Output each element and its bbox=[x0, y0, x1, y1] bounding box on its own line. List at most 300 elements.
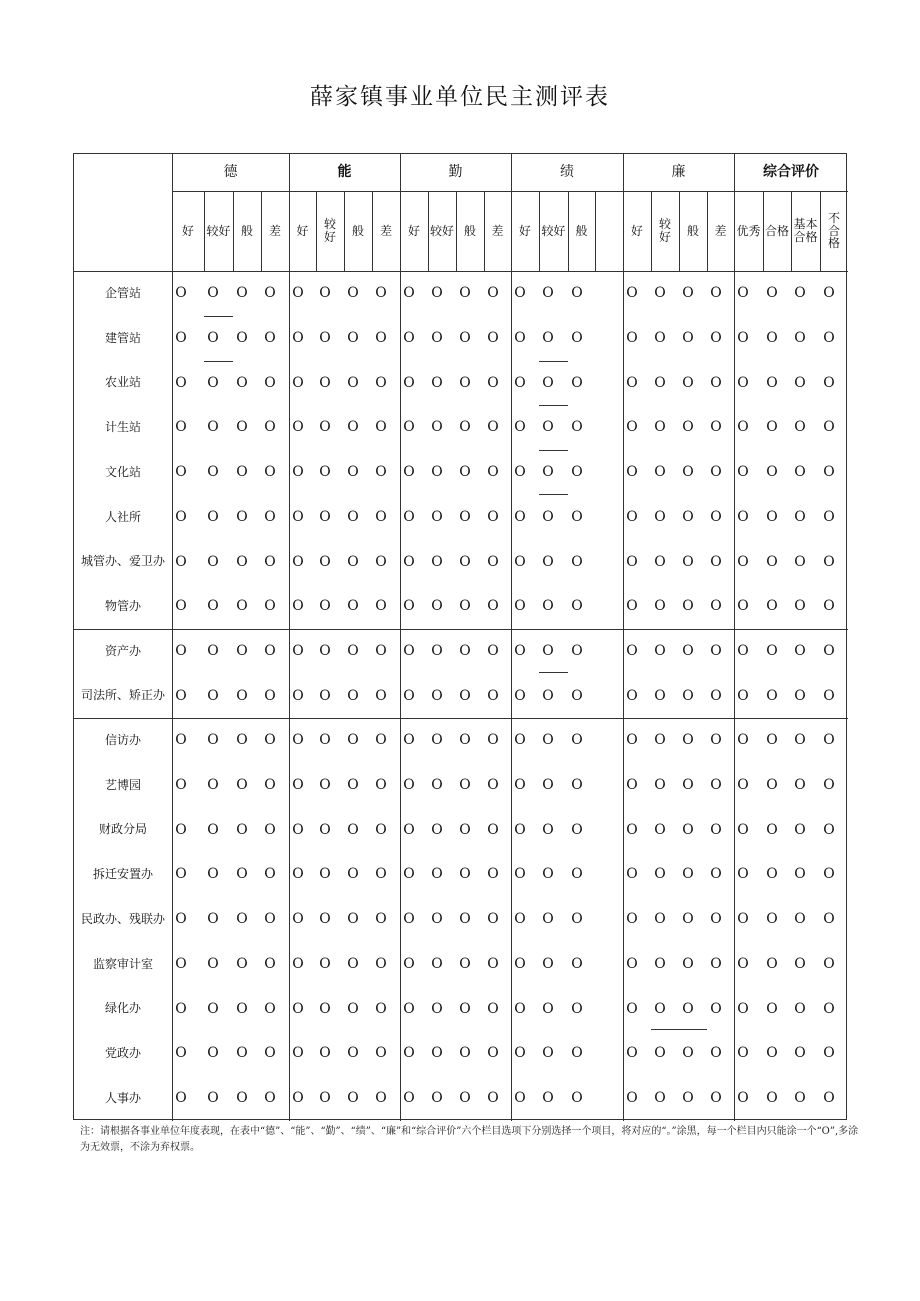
option-mark[interactable]: O bbox=[823, 732, 835, 749]
option-mark[interactable]: O bbox=[487, 598, 499, 615]
option-mark[interactable]: O bbox=[823, 1089, 835, 1106]
option-mark[interactable]: O bbox=[514, 1045, 526, 1062]
option-mark[interactable]: O bbox=[264, 330, 276, 347]
option-mark[interactable]: O bbox=[175, 1000, 187, 1017]
option-mark[interactable]: O bbox=[766, 374, 778, 391]
option-mark[interactable]: O bbox=[375, 732, 387, 749]
option-mark[interactable]: O bbox=[571, 955, 583, 972]
option-mark[interactable]: O bbox=[403, 464, 415, 481]
option-mark[interactable]: O bbox=[487, 642, 499, 659]
option-mark[interactable]: O bbox=[654, 330, 666, 347]
option-mark[interactable]: O bbox=[347, 598, 359, 615]
option-mark[interactable]: O bbox=[710, 866, 722, 883]
option-mark[interactable]: O bbox=[823, 598, 835, 615]
option-mark[interactable]: O bbox=[347, 777, 359, 794]
option-mark[interactable]: O bbox=[236, 1045, 248, 1062]
option-mark[interactable]: O bbox=[542, 1089, 554, 1106]
option-mark[interactable]: O bbox=[514, 642, 526, 659]
option-mark[interactable]: O bbox=[207, 419, 219, 436]
option-mark[interactable]: O bbox=[292, 687, 304, 704]
option-mark[interactable]: O bbox=[737, 508, 749, 525]
option-mark[interactable]: O bbox=[514, 285, 526, 302]
option-mark[interactable]: O bbox=[542, 598, 554, 615]
option-mark[interactable]: O bbox=[737, 553, 749, 570]
option-mark[interactable]: O bbox=[431, 642, 443, 659]
option-mark[interactable]: O bbox=[347, 374, 359, 391]
option-mark[interactable]: O bbox=[175, 553, 187, 570]
option-mark[interactable]: O bbox=[514, 330, 526, 347]
option-mark[interactable]: O bbox=[236, 508, 248, 525]
option-mark[interactable]: O bbox=[292, 955, 304, 972]
option-mark[interactable]: O bbox=[459, 330, 471, 347]
option-mark[interactable]: O bbox=[175, 821, 187, 838]
option-mark[interactable]: O bbox=[375, 911, 387, 928]
option-mark[interactable]: O bbox=[236, 642, 248, 659]
option-mark[interactable]: O bbox=[264, 821, 276, 838]
option-mark[interactable]: O bbox=[403, 330, 415, 347]
option-mark[interactable]: O bbox=[487, 285, 499, 302]
option-mark[interactable]: O bbox=[737, 821, 749, 838]
option-mark[interactable]: O bbox=[794, 1089, 806, 1106]
option-mark[interactable]: O bbox=[347, 687, 359, 704]
option-mark[interactable]: O bbox=[459, 285, 471, 302]
option-mark[interactable]: O bbox=[794, 777, 806, 794]
option-mark[interactable]: O bbox=[292, 1089, 304, 1106]
option-mark[interactable]: O bbox=[375, 285, 387, 302]
option-mark[interactable]: O bbox=[487, 1045, 499, 1062]
option-mark[interactable]: O bbox=[403, 1089, 415, 1106]
option-mark[interactable]: O bbox=[766, 330, 778, 347]
option-mark[interactable]: O bbox=[319, 598, 331, 615]
option-mark[interactable]: O bbox=[375, 1000, 387, 1017]
option-mark[interactable]: O bbox=[682, 1045, 694, 1062]
option-mark[interactable]: O bbox=[626, 553, 638, 570]
option-mark[interactable]: O bbox=[347, 464, 359, 481]
option-mark[interactable]: O bbox=[823, 821, 835, 838]
option-mark[interactable]: O bbox=[207, 553, 219, 570]
option-mark[interactable]: O bbox=[542, 285, 554, 302]
option-mark[interactable]: O bbox=[487, 821, 499, 838]
option-mark[interactable]: O bbox=[207, 866, 219, 883]
option-mark[interactable]: O bbox=[175, 866, 187, 883]
option-mark[interactable]: O bbox=[571, 642, 583, 659]
option-mark[interactable]: O bbox=[175, 330, 187, 347]
option-mark[interactable]: O bbox=[292, 374, 304, 391]
option-mark[interactable]: O bbox=[823, 955, 835, 972]
option-mark[interactable]: O bbox=[794, 374, 806, 391]
option-mark[interactable]: O bbox=[207, 642, 219, 659]
option-mark[interactable]: O bbox=[514, 821, 526, 838]
option-mark[interactable]: O bbox=[794, 732, 806, 749]
option-mark[interactable]: O bbox=[403, 777, 415, 794]
option-mark[interactable]: O bbox=[292, 508, 304, 525]
option-mark[interactable]: O bbox=[319, 1089, 331, 1106]
option-mark[interactable]: O bbox=[347, 553, 359, 570]
option-mark[interactable]: O bbox=[403, 598, 415, 615]
option-mark[interactable]: O bbox=[403, 642, 415, 659]
option-mark[interactable]: O bbox=[207, 732, 219, 749]
option-mark[interactable]: O bbox=[766, 1089, 778, 1106]
option-mark[interactable]: O bbox=[319, 553, 331, 570]
option-mark[interactable]: O bbox=[823, 642, 835, 659]
option-mark[interactable]: O bbox=[375, 330, 387, 347]
option-mark[interactable]: O bbox=[654, 598, 666, 615]
option-mark[interactable]: O bbox=[823, 777, 835, 794]
option-mark[interactable]: O bbox=[207, 821, 219, 838]
option-mark[interactable]: O bbox=[766, 687, 778, 704]
option-mark[interactable]: O bbox=[794, 330, 806, 347]
option-mark[interactable]: O bbox=[571, 911, 583, 928]
option-mark[interactable]: O bbox=[514, 1000, 526, 1017]
option-mark[interactable]: O bbox=[710, 419, 722, 436]
option-mark[interactable]: O bbox=[514, 374, 526, 391]
option-mark[interactable]: O bbox=[319, 821, 331, 838]
option-mark[interactable]: O bbox=[823, 330, 835, 347]
option-mark[interactable]: O bbox=[626, 330, 638, 347]
option-mark[interactable]: O bbox=[487, 464, 499, 481]
option-mark[interactable]: O bbox=[236, 955, 248, 972]
option-mark[interactable]: O bbox=[654, 1089, 666, 1106]
option-mark[interactable]: O bbox=[542, 687, 554, 704]
option-mark[interactable]: O bbox=[571, 598, 583, 615]
option-mark[interactable]: O bbox=[823, 1045, 835, 1062]
option-mark[interactable]: O bbox=[487, 866, 499, 883]
option-mark[interactable]: O bbox=[487, 419, 499, 436]
option-mark[interactable]: O bbox=[710, 1045, 722, 1062]
option-mark[interactable]: O bbox=[431, 866, 443, 883]
option-mark[interactable]: O bbox=[264, 955, 276, 972]
option-mark[interactable]: O bbox=[794, 1000, 806, 1017]
option-mark[interactable]: O bbox=[175, 955, 187, 972]
option-mark[interactable]: O bbox=[794, 866, 806, 883]
option-mark[interactable]: O bbox=[710, 687, 722, 704]
option-mark[interactable]: O bbox=[431, 1000, 443, 1017]
option-mark[interactable]: O bbox=[766, 732, 778, 749]
option-mark[interactable]: O bbox=[319, 777, 331, 794]
option-mark[interactable]: O bbox=[654, 911, 666, 928]
option-mark[interactable]: O bbox=[737, 330, 749, 347]
option-mark[interactable]: O bbox=[292, 285, 304, 302]
option-mark[interactable]: O bbox=[487, 1089, 499, 1106]
option-mark[interactable]: O bbox=[459, 464, 471, 481]
option-mark[interactable]: O bbox=[542, 374, 554, 391]
option-mark[interactable]: O bbox=[403, 955, 415, 972]
option-mark[interactable]: O bbox=[264, 687, 276, 704]
option-mark[interactable]: O bbox=[626, 955, 638, 972]
option-mark[interactable]: O bbox=[823, 911, 835, 928]
option-mark[interactable]: O bbox=[292, 464, 304, 481]
option-mark[interactable]: O bbox=[319, 866, 331, 883]
option-mark[interactable]: O bbox=[175, 464, 187, 481]
option-mark[interactable]: O bbox=[710, 464, 722, 481]
option-mark[interactable]: O bbox=[794, 821, 806, 838]
option-mark[interactable]: O bbox=[264, 508, 276, 525]
option-mark[interactable]: O bbox=[264, 1045, 276, 1062]
option-mark[interactable]: O bbox=[487, 955, 499, 972]
option-mark[interactable]: O bbox=[514, 508, 526, 525]
option-mark[interactable]: O bbox=[207, 598, 219, 615]
option-mark[interactable]: O bbox=[207, 1089, 219, 1106]
option-mark[interactable]: O bbox=[375, 553, 387, 570]
option-mark[interactable]: O bbox=[794, 553, 806, 570]
option-mark[interactable]: O bbox=[682, 687, 694, 704]
option-mark[interactable]: O bbox=[264, 464, 276, 481]
option-mark[interactable]: O bbox=[737, 642, 749, 659]
option-mark[interactable]: O bbox=[710, 777, 722, 794]
option-mark[interactable]: O bbox=[710, 285, 722, 302]
option-mark[interactable]: O bbox=[207, 1000, 219, 1017]
option-mark[interactable]: O bbox=[264, 598, 276, 615]
option-mark[interactable]: O bbox=[710, 374, 722, 391]
option-mark[interactable]: O bbox=[403, 1045, 415, 1062]
option-mark[interactable]: O bbox=[654, 642, 666, 659]
option-mark[interactable]: O bbox=[737, 285, 749, 302]
option-mark[interactable]: O bbox=[682, 642, 694, 659]
option-mark[interactable]: O bbox=[487, 1000, 499, 1017]
option-mark[interactable]: O bbox=[626, 598, 638, 615]
option-mark[interactable]: O bbox=[292, 866, 304, 883]
option-mark[interactable]: O bbox=[175, 732, 187, 749]
option-mark[interactable]: O bbox=[710, 553, 722, 570]
option-mark[interactable]: O bbox=[654, 419, 666, 436]
option-mark[interactable]: O bbox=[175, 419, 187, 436]
option-mark[interactable]: O bbox=[347, 642, 359, 659]
option-mark[interactable]: O bbox=[431, 777, 443, 794]
option-mark[interactable]: O bbox=[514, 419, 526, 436]
option-mark[interactable]: O bbox=[626, 821, 638, 838]
option-mark[interactable]: O bbox=[347, 508, 359, 525]
option-mark[interactable]: O bbox=[403, 553, 415, 570]
option-mark[interactable]: O bbox=[207, 1045, 219, 1062]
option-mark[interactable]: O bbox=[292, 777, 304, 794]
option-mark[interactable]: O bbox=[292, 911, 304, 928]
option-mark[interactable]: O bbox=[737, 955, 749, 972]
option-mark[interactable]: O bbox=[794, 955, 806, 972]
option-mark[interactable]: O bbox=[487, 330, 499, 347]
option-mark[interactable]: O bbox=[375, 777, 387, 794]
option-mark[interactable]: O bbox=[319, 330, 331, 347]
option-mark[interactable]: O bbox=[766, 955, 778, 972]
option-mark[interactable]: O bbox=[403, 508, 415, 525]
option-mark[interactable]: O bbox=[514, 598, 526, 615]
option-mark[interactable]: O bbox=[682, 1089, 694, 1106]
option-mark[interactable]: O bbox=[431, 732, 443, 749]
option-mark[interactable]: O bbox=[682, 911, 694, 928]
option-mark[interactable]: O bbox=[236, 687, 248, 704]
option-mark[interactable]: O bbox=[654, 508, 666, 525]
option-mark[interactable]: O bbox=[319, 285, 331, 302]
option-mark[interactable]: O bbox=[710, 732, 722, 749]
option-mark[interactable]: O bbox=[654, 285, 666, 302]
option-mark[interactable]: O bbox=[571, 1000, 583, 1017]
option-mark[interactable]: O bbox=[375, 866, 387, 883]
option-mark[interactable]: O bbox=[766, 285, 778, 302]
option-mark[interactable]: O bbox=[542, 1045, 554, 1062]
option-mark[interactable]: O bbox=[682, 553, 694, 570]
option-mark[interactable]: O bbox=[319, 955, 331, 972]
option-mark[interactable]: O bbox=[571, 330, 583, 347]
option-mark[interactable]: O bbox=[682, 285, 694, 302]
option-mark[interactable]: O bbox=[264, 866, 276, 883]
option-mark[interactable]: O bbox=[514, 955, 526, 972]
option-mark[interactable]: O bbox=[431, 464, 443, 481]
option-mark[interactable]: O bbox=[175, 508, 187, 525]
option-mark[interactable]: O bbox=[264, 1089, 276, 1106]
option-mark[interactable]: O bbox=[264, 911, 276, 928]
option-mark[interactable]: O bbox=[571, 508, 583, 525]
option-mark[interactable]: O bbox=[459, 553, 471, 570]
option-mark[interactable]: O bbox=[682, 732, 694, 749]
option-mark[interactable]: O bbox=[459, 687, 471, 704]
option-mark[interactable]: O bbox=[542, 508, 554, 525]
option-mark[interactable]: O bbox=[571, 687, 583, 704]
option-mark[interactable]: O bbox=[710, 821, 722, 838]
option-mark[interactable]: O bbox=[737, 1089, 749, 1106]
option-mark[interactable]: O bbox=[542, 955, 554, 972]
option-mark[interactable]: O bbox=[431, 1045, 443, 1062]
option-mark[interactable]: O bbox=[347, 1089, 359, 1106]
option-mark[interactable]: O bbox=[542, 642, 554, 659]
option-mark[interactable]: O bbox=[794, 464, 806, 481]
option-mark[interactable]: O bbox=[626, 687, 638, 704]
option-mark[interactable]: O bbox=[794, 508, 806, 525]
option-mark[interactable]: O bbox=[375, 955, 387, 972]
option-mark[interactable]: O bbox=[737, 687, 749, 704]
option-mark[interactable]: O bbox=[542, 553, 554, 570]
option-mark[interactable]: O bbox=[292, 553, 304, 570]
option-mark[interactable]: O bbox=[654, 374, 666, 391]
option-mark[interactable]: O bbox=[487, 732, 499, 749]
option-mark[interactable]: O bbox=[514, 732, 526, 749]
option-mark[interactable]: O bbox=[347, 1045, 359, 1062]
option-mark[interactable]: O bbox=[571, 732, 583, 749]
option-mark[interactable]: O bbox=[682, 866, 694, 883]
option-mark[interactable]: O bbox=[459, 508, 471, 525]
option-mark[interactable]: O bbox=[175, 687, 187, 704]
option-mark[interactable]: O bbox=[175, 642, 187, 659]
option-mark[interactable]: O bbox=[264, 732, 276, 749]
option-mark[interactable]: O bbox=[682, 419, 694, 436]
option-mark[interactable]: O bbox=[794, 419, 806, 436]
option-mark[interactable]: O bbox=[236, 330, 248, 347]
option-mark[interactable]: O bbox=[347, 955, 359, 972]
option-mark[interactable]: O bbox=[823, 374, 835, 391]
option-mark[interactable]: O bbox=[737, 866, 749, 883]
option-mark[interactable]: O bbox=[626, 1045, 638, 1062]
option-mark[interactable]: O bbox=[319, 687, 331, 704]
option-mark[interactable]: O bbox=[766, 1000, 778, 1017]
option-mark[interactable]: O bbox=[487, 374, 499, 391]
option-mark[interactable]: O bbox=[236, 821, 248, 838]
option-mark[interactable]: O bbox=[487, 508, 499, 525]
option-mark[interactable]: O bbox=[737, 732, 749, 749]
option-mark[interactable]: O bbox=[431, 821, 443, 838]
option-mark[interactable]: O bbox=[823, 553, 835, 570]
option-mark[interactable]: O bbox=[737, 911, 749, 928]
option-mark[interactable]: O bbox=[375, 687, 387, 704]
option-mark[interactable]: O bbox=[207, 777, 219, 794]
option-mark[interactable]: O bbox=[626, 732, 638, 749]
option-mark[interactable]: O bbox=[403, 732, 415, 749]
option-mark[interactable]: O bbox=[710, 642, 722, 659]
option-mark[interactable]: O bbox=[823, 1000, 835, 1017]
option-mark[interactable]: O bbox=[514, 777, 526, 794]
option-mark[interactable]: O bbox=[292, 598, 304, 615]
option-mark[interactable]: O bbox=[236, 777, 248, 794]
option-mark[interactable]: O bbox=[347, 732, 359, 749]
option-mark[interactable]: O bbox=[737, 598, 749, 615]
option-mark[interactable]: O bbox=[431, 508, 443, 525]
option-mark[interactable]: O bbox=[319, 419, 331, 436]
option-mark[interactable]: O bbox=[175, 285, 187, 302]
option-mark[interactable]: O bbox=[175, 1089, 187, 1106]
option-mark[interactable]: O bbox=[737, 1000, 749, 1017]
option-mark[interactable]: O bbox=[292, 642, 304, 659]
option-mark[interactable]: O bbox=[403, 285, 415, 302]
option-mark[interactable]: O bbox=[459, 598, 471, 615]
option-mark[interactable]: O bbox=[542, 330, 554, 347]
option-mark[interactable]: O bbox=[347, 419, 359, 436]
option-mark[interactable]: O bbox=[459, 955, 471, 972]
option-mark[interactable]: O bbox=[403, 911, 415, 928]
option-mark[interactable]: O bbox=[682, 508, 694, 525]
option-mark[interactable]: O bbox=[459, 374, 471, 391]
option-mark[interactable]: O bbox=[571, 1045, 583, 1062]
option-mark[interactable]: O bbox=[264, 374, 276, 391]
option-mark[interactable]: O bbox=[292, 330, 304, 347]
option-mark[interactable]: O bbox=[375, 1045, 387, 1062]
option-mark[interactable]: O bbox=[459, 821, 471, 838]
option-mark[interactable]: O bbox=[459, 1045, 471, 1062]
option-mark[interactable]: O bbox=[710, 1089, 722, 1106]
option-mark[interactable]: O bbox=[710, 598, 722, 615]
option-mark[interactable]: O bbox=[682, 777, 694, 794]
option-mark[interactable]: O bbox=[375, 419, 387, 436]
option-mark[interactable]: O bbox=[514, 687, 526, 704]
option-mark[interactable]: O bbox=[794, 1045, 806, 1062]
option-mark[interactable]: O bbox=[175, 374, 187, 391]
option-mark[interactable]: O bbox=[403, 866, 415, 883]
option-mark[interactable]: O bbox=[654, 553, 666, 570]
option-mark[interactable]: O bbox=[766, 553, 778, 570]
option-mark[interactable]: O bbox=[766, 821, 778, 838]
option-mark[interactable]: O bbox=[654, 777, 666, 794]
option-mark[interactable]: O bbox=[292, 821, 304, 838]
option-mark[interactable]: O bbox=[236, 911, 248, 928]
option-mark[interactable]: O bbox=[571, 1089, 583, 1106]
option-mark[interactable]: O bbox=[794, 687, 806, 704]
option-mark[interactable]: O bbox=[236, 732, 248, 749]
option-mark[interactable]: O bbox=[347, 285, 359, 302]
option-mark[interactable]: O bbox=[737, 419, 749, 436]
option-mark[interactable]: O bbox=[375, 642, 387, 659]
option-mark[interactable]: O bbox=[737, 374, 749, 391]
option-mark[interactable]: O bbox=[542, 866, 554, 883]
option-mark[interactable]: O bbox=[766, 642, 778, 659]
option-mark[interactable]: O bbox=[766, 598, 778, 615]
option-mark[interactable]: O bbox=[487, 911, 499, 928]
option-mark[interactable]: O bbox=[794, 911, 806, 928]
option-mark[interactable]: O bbox=[682, 374, 694, 391]
option-mark[interactable]: O bbox=[431, 374, 443, 391]
option-mark[interactable]: O bbox=[292, 1000, 304, 1017]
option-mark[interactable]: O bbox=[347, 330, 359, 347]
option-mark[interactable]: O bbox=[654, 1045, 666, 1062]
option-mark[interactable]: O bbox=[514, 464, 526, 481]
option-mark[interactable]: O bbox=[571, 821, 583, 838]
option-mark[interactable]: O bbox=[571, 777, 583, 794]
option-mark[interactable]: O bbox=[347, 1000, 359, 1017]
